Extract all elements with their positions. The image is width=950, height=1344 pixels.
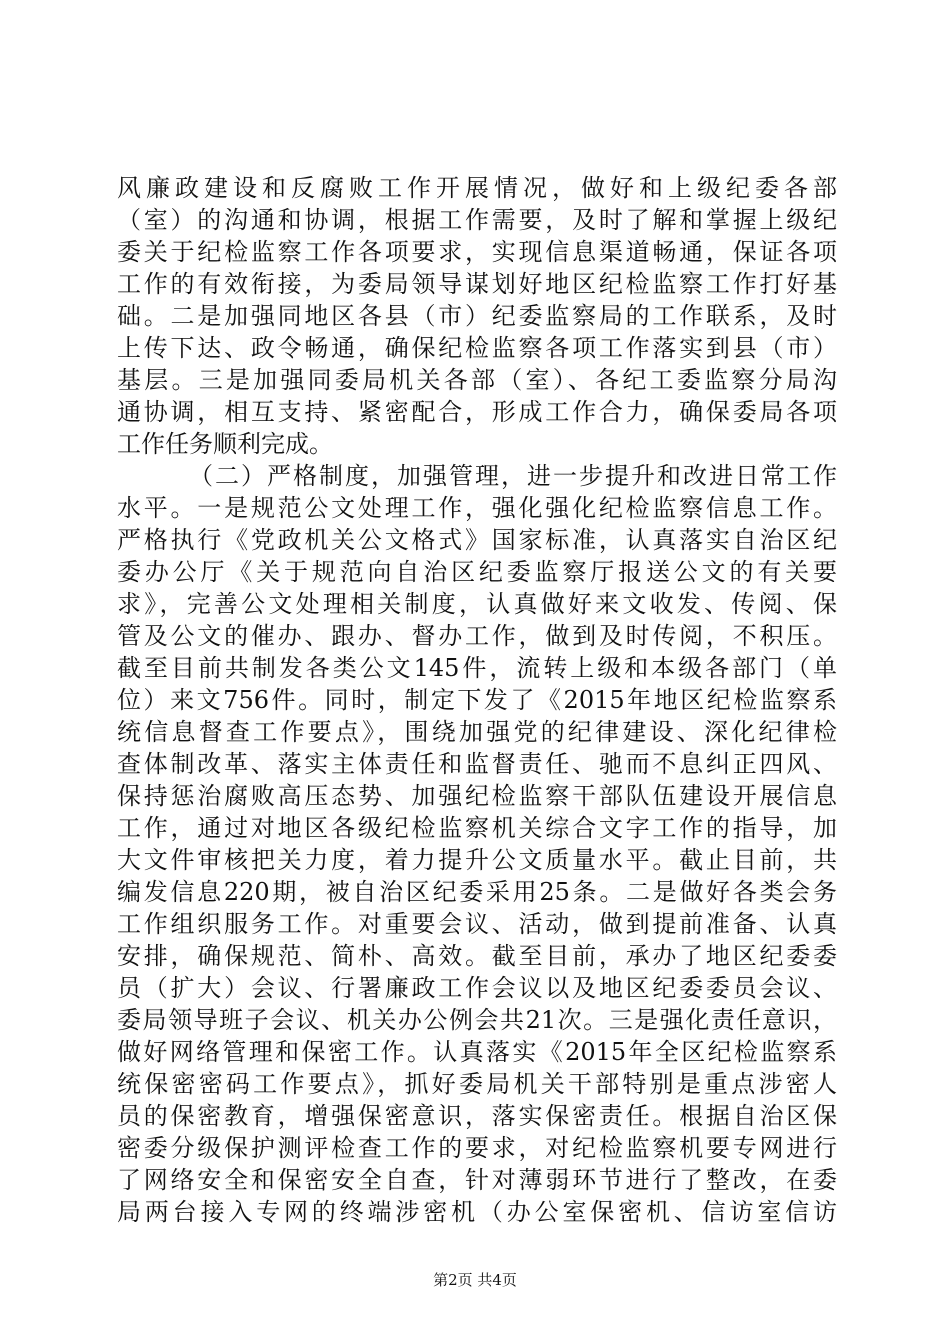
text-line: 委关于纪检监察工作各项要求，实现信息渠道畅通，保证各项 <box>117 238 837 266</box>
text-line: 求》，完善公文处理相关制度，认真做好来文收发、传阅、保 <box>117 590 837 618</box>
text-line: 了网络安全和保密安全自查，针对薄弱环节进行了整改，在委 <box>117 1166 837 1194</box>
text-line: 管及公文的催办、跟办、督办工作，做到及时传阅，不积压。 <box>117 622 837 650</box>
text-line: 做好网络管理和保密工作。认真落实《2015年全区纪检监察系 <box>117 1038 837 1066</box>
text-line: 上传下达、政令畅通，确保纪检监察各项工作落实到县（市） <box>117 334 837 362</box>
text-line: 严格执行《党政机关公文格式》国家标准，认真落实自治区纪 <box>117 526 837 554</box>
text-line: （室）的沟通和协调，根据工作需要，及时了解和掌握上级纪 <box>117 206 837 234</box>
text-line: 员（扩大）会议、行署廉政工作会议以及地区纪委委员会议、 <box>117 974 837 1002</box>
text-line: 工作，通过对地区各级纪检监察机关综合文字工作的指导，加 <box>117 814 837 842</box>
text-line: 工作任务顺利完成。 <box>117 430 333 458</box>
text-line: 员的保密教育，增强保密意识，落实保密责任。根据自治区保 <box>117 1102 837 1130</box>
text-line: 通协调，相互支持、紧密配合，形成工作合力，确保委局各项 <box>117 398 837 426</box>
text-line: 局两台接入专网的终端涉密机（办公室保密机、信访室信访 <box>117 1198 837 1226</box>
text-line: 保持惩治腐败高压态势、加强纪检监察干部队伍建设开展信息 <box>117 782 837 810</box>
text-line: 大文件审核把关力度，着力提升公文质量水平。截止目前，共 <box>117 846 837 874</box>
text-line: 础。二是加强同地区各县（市）纪委监察局的工作联系，及时 <box>117 302 837 330</box>
text-line: 安排，确保规范、简朴、高效。截至目前，承办了地区纪委委 <box>117 942 837 970</box>
text-line: 位）来文756件。同时，制定下发了《2015年地区纪检监察系 <box>117 686 837 714</box>
text-line: 查体制改革、落实主体责任和监督责任、驰而不息纠正四风、 <box>117 750 837 778</box>
text-line: 密委分级保护测评检查工作的要求，对纪检监察机要专网进行 <box>117 1134 837 1162</box>
text-line: 基层。三是加强同委局机关各部（室）、各纪工委监察分局沟 <box>117 366 837 394</box>
text-line: 委局领导班子会议、机关办公例会共21次。三是强化责任意识， <box>117 1006 837 1034</box>
text-line: 风廉政建设和反腐败工作开展情况，做好和上级纪委各部 <box>117 174 837 202</box>
text-line: 工作组织服务工作。对重要会议、活动，做到提前准备、认真 <box>117 910 837 938</box>
text-line: 水平。一是规范公文处理工作，强化强化纪检监察信息工作。 <box>117 494 837 522</box>
text-line: 截至目前共制发各类公文145件，流转上级和本级各部门（单 <box>117 654 837 682</box>
text-line: 统信息督查工作要点》，围绕加强党的纪律建设、深化纪律检 <box>117 718 837 746</box>
text-line: 工作的有效衔接，为委局领导谋划好地区纪检监察工作打好基 <box>117 270 837 298</box>
document-body <box>117 172 837 1228</box>
text-line: 统保密密码工作要点》，抓好委局机关干部特别是重点涉密人 <box>117 1070 837 1098</box>
text-line: 委办公厅《关于规范向自治区纪委监察厅报送公文的有关要 <box>117 558 837 586</box>
text-line: （二）严格制度，加强管理，进一步提升和改进日常工作 <box>189 462 837 490</box>
text-line: 编发信息220期，被自治区纪委采用25条。二是做好各类会务 <box>117 878 837 906</box>
page-footer: 第2页 共4页 <box>433 1271 517 1289</box>
